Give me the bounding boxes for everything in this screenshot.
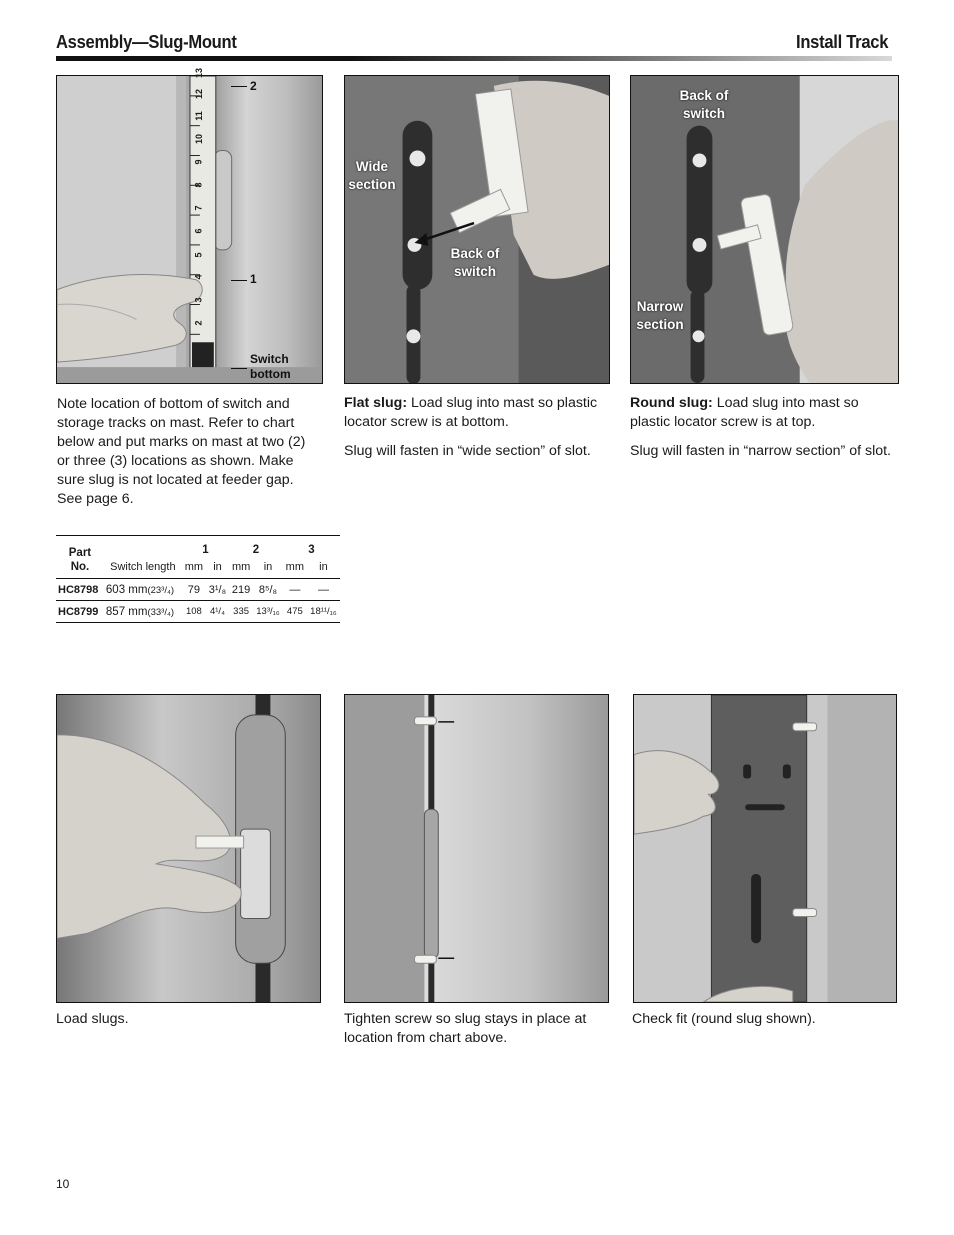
caption-bold-label: Round slug: <box>630 395 713 411</box>
callout-narrow-section <box>634 298 686 334</box>
cell-part: HC8798 <box>58 583 99 596</box>
caption-text: Load slugs. <box>56 1011 129 1027</box>
cell-value: 18¹¹/₁₆ <box>310 606 337 617</box>
cell-value: 219 <box>231 583 251 596</box>
caption-tighten-screw <box>344 1010 606 1058</box>
callout-back-line2: switch <box>682 106 725 121</box>
callout-1: 1 <box>250 272 257 286</box>
col-unit-mm: mm <box>231 561 251 573</box>
switch-length-table <box>56 535 340 623</box>
cell-value: — <box>317 583 329 596</box>
col-group-2: 2 <box>252 544 260 556</box>
photo-flat-slug-image <box>345 76 609 383</box>
cell-value: 4¹/₄ <box>209 606 225 617</box>
ruler-number: 11 <box>193 111 204 121</box>
col-header-part <box>56 536 104 579</box>
ruler-number: 12 <box>194 88 205 100</box>
cell-length <box>104 601 182 623</box>
callout-switch-line1: Switch <box>250 352 289 366</box>
caption-text: Load slug into mast so plastic locator screw is at bottom. <box>344 395 598 430</box>
col-header-part-line1: Part <box>68 547 92 559</box>
photo-check-fit-image <box>634 695 896 1002</box>
caption-text: Load slug into mast so plastic locator screw is at top. <box>630 395 859 430</box>
cell-value: — <box>289 583 301 596</box>
cell-length-in: (33³/₄) <box>147 606 175 618</box>
caption-round-slug-p1 <box>630 394 896 432</box>
col-unit-in: in <box>213 561 222 573</box>
col-header-part-line2: No. <box>70 561 90 573</box>
caption-bold-label: Flat slug: <box>344 395 408 411</box>
header-rule <box>56 56 892 61</box>
caption-load-slugs <box>56 1010 318 1039</box>
caption-round-slug <box>630 394 896 471</box>
callout-leader-2 <box>231 86 247 87</box>
col-unit-in: in <box>263 561 273 573</box>
callout-back-line1: Back of <box>450 246 500 261</box>
callout-switch-bottom <box>250 352 291 382</box>
callout-back-of-switch-flat <box>446 245 504 281</box>
callout-wide-line2: section <box>348 177 396 192</box>
photo-check-fit <box>633 694 897 1003</box>
section-title: Assembly—Slug-Mount <box>56 32 237 52</box>
ruler-numbers <box>193 67 212 340</box>
cell-value: 8⁵/₈ <box>258 583 278 596</box>
callout-narrow-line2: section <box>636 317 684 332</box>
col-header-blank <box>104 536 182 557</box>
callout-2: 2 <box>250 79 257 93</box>
photo-flat-slug <box>344 75 610 384</box>
cell-length-mm: 603 mm <box>105 583 148 596</box>
callout-back-line2: switch <box>453 264 496 279</box>
callout-leader-1 <box>231 280 247 281</box>
table-row <box>56 579 340 601</box>
callout-leader-switch-bottom <box>231 368 247 369</box>
photo-measure-mast-image <box>57 76 322 383</box>
ruler-number: 8 <box>193 182 204 188</box>
cell-value: 13³/₁₆ <box>256 606 280 617</box>
caption-measure-mast <box>57 395 319 519</box>
callout-back-line1: Back of <box>679 88 729 103</box>
cell-value: 475 <box>286 606 303 617</box>
callout-narrow-line1: Narrow <box>636 299 684 314</box>
caption-text: Note location of bottom of switch and storage tracks on mast. Refer to chart below and put marks on mast at two (2) or three (3) locations as shown. Make sure slug is not located at feeder gap. See page 6. <box>57 396 306 507</box>
page-topic-title: Install Track <box>795 32 888 52</box>
cell-length-mm: 857 mm <box>105 605 148 618</box>
callout-back-of-switch-round <box>670 87 738 123</box>
col-unit-mm: mm <box>184 561 204 573</box>
cell-value: 335 <box>233 606 250 617</box>
photo-tighten-screw <box>344 694 609 1003</box>
ruler-number: 7 <box>193 205 204 211</box>
table-row <box>56 601 340 623</box>
caption-text: Check fit (round slug shown). <box>632 1011 816 1027</box>
ruler-number: 5 <box>193 252 204 258</box>
ruler-number: 3 <box>193 297 204 303</box>
ruler-number: 10 <box>194 133 205 145</box>
ruler-number: 2 <box>193 320 204 326</box>
cell-length-in: (23³/₄) <box>147 584 175 596</box>
ruler-number: 6 <box>193 228 204 234</box>
page-number: 10 <box>56 1177 70 1191</box>
col-group-3: 3 <box>308 544 315 556</box>
ruler-number: 13 <box>194 67 205 79</box>
caption-flat-slug <box>344 394 604 471</box>
cell-length <box>104 579 182 601</box>
photo-tighten-screw-image <box>345 695 608 1002</box>
ruler-number: 4 <box>193 274 204 280</box>
caption-check-fit <box>632 1010 894 1039</box>
caption-text: Slug will fasten in “wide section” of slot. <box>344 443 591 459</box>
col-unit-mm: mm <box>285 561 304 573</box>
col-unit-in: in <box>319 561 328 573</box>
callout-wide-section <box>346 158 398 194</box>
photo-load-slugs-image <box>57 695 320 1002</box>
col-header-length: Switch length <box>110 561 176 573</box>
photo-load-slugs <box>56 694 321 1003</box>
callout-switch-line2: bottom <box>250 367 291 381</box>
cell-value: 3¹/₈ <box>208 583 227 596</box>
cell-part: HC8799 <box>58 605 99 618</box>
ruler-number: 9 <box>193 159 204 165</box>
caption-flat-slug-p1 <box>344 394 604 432</box>
caption-text: Tighten screw so slug stays in place at location from chart above. <box>344 1011 587 1046</box>
col-group-1: 1 <box>202 544 209 556</box>
callout-wide-line1: Wide <box>355 159 389 174</box>
photo-measure-mast <box>56 75 323 384</box>
cell-value: 79 <box>187 583 200 596</box>
cell-value: 108 <box>185 606 202 617</box>
caption-text: Slug will fasten in “narrow section” of slot. <box>630 443 892 459</box>
